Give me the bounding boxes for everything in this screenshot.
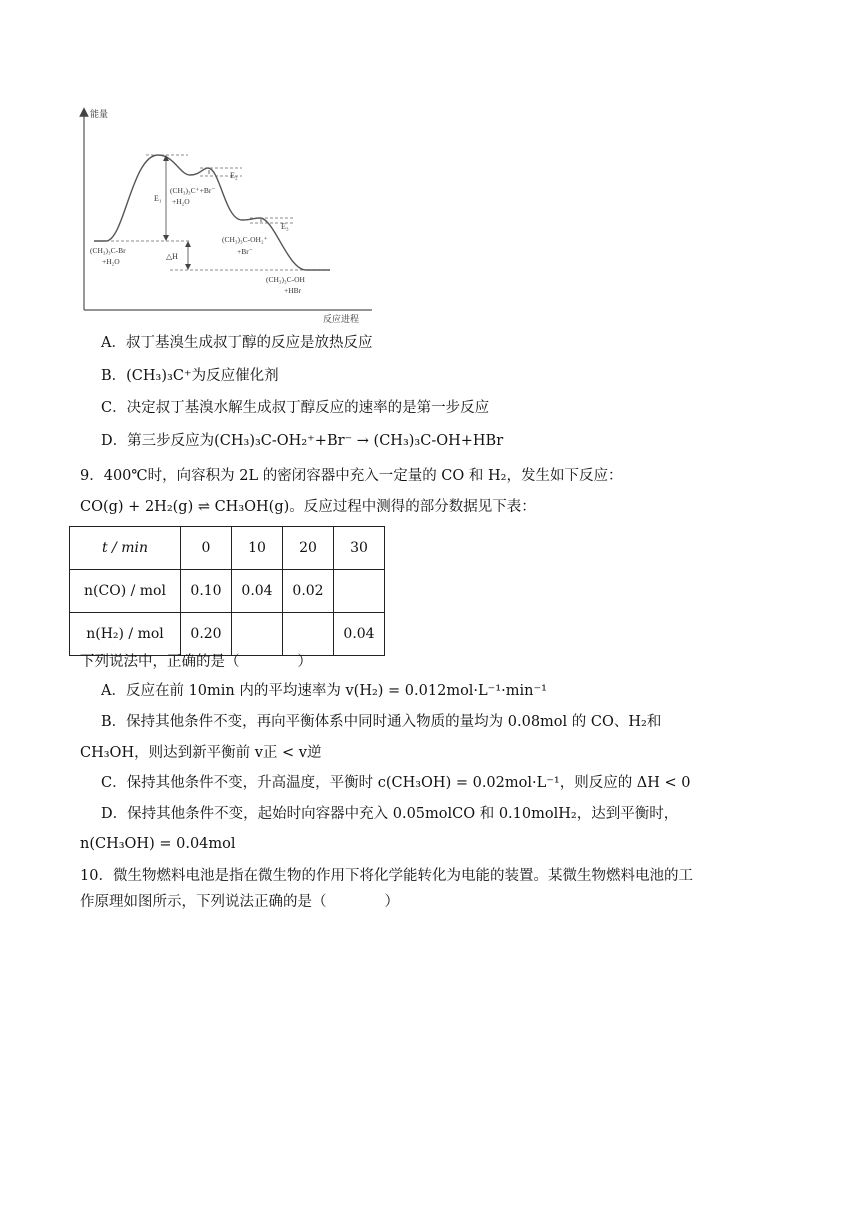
q9-prompt: 下列说法中，正确的是（ ） <box>80 654 312 670</box>
table-cell: 0.02 <box>283 570 334 613</box>
q9-stem-line2: CO(g) + 2H₂(g) ⇌ CH₃OH(g)。反应过程中测得的部分数据见下表： <box>80 499 536 515</box>
table-header-cell: 30 <box>334 527 385 570</box>
q9-option-b-cont: CH₃OH，则达到新平衡前 v正 < v逆 <box>80 745 322 761</box>
table-header-cell: 20 <box>283 527 334 570</box>
table-row <box>70 613 385 656</box>
product-label-2: +HBr <box>284 286 302 295</box>
table-cell: 0.10 <box>181 570 232 613</box>
e1-label: E₁ <box>154 194 162 203</box>
reactant-label: (CH₃)₃C-Br <box>90 246 126 255</box>
table-cell <box>334 570 385 613</box>
dh-label: △H <box>166 252 178 261</box>
table-row-label: n(CO) / mol <box>70 570 181 613</box>
q9-option-c: C．保持其他条件不变，升高温度，平衡时 c(CH₃OH) = 0.02mol·L⁻¹，则反应的 ΔH < 0 <box>101 775 691 791</box>
q8-option-d: D．第三步反应为(CH₃)₃C-OH₂⁺+Br⁻ → (CH₃)₃C-OH+HBr <box>101 433 504 449</box>
q8-option-a: A．叔丁基溴生成叔丁醇的反应是放热反应 <box>101 335 373 351</box>
int2-label-2: +Br⁻ <box>237 247 253 256</box>
table-cell: 0.20 <box>181 613 232 656</box>
y-axis-label: 能量 <box>90 109 109 119</box>
product-label: (CH₃)₃C-OH <box>266 275 305 284</box>
int1-label-2: +H₂O <box>172 197 190 206</box>
q9-option-a: A．反应在前 10min 内的平均速率为 v(H₂) = 0.012mol·L⁻¹·min⁻¹ <box>101 683 547 699</box>
e2-label: E₂ <box>230 171 238 180</box>
e3-label: E₃ <box>281 222 289 231</box>
table-header-cell: 0 <box>181 527 232 570</box>
table-cell: 0.04 <box>334 613 385 656</box>
table-header-cell: t / min <box>70 527 181 570</box>
q9-stem-line1: 9．400℃时，向容积为 2L 的密闭容器中充入一定量的 CO 和 H₂，发生如下反应： <box>80 468 623 484</box>
q9-option-b: B．保持其他条件不变，再向平衡体系中同时通入物质的量均为 0.08mol 的 CO、H₂和 <box>101 714 662 730</box>
table-header-row <box>70 527 385 570</box>
q9-option-d: D．保持其他条件不变，起始时向容器中充入 0.05molCO 和 0.10molH₂，达到平衡时， <box>101 806 679 822</box>
q8-option-c: C．决定叔丁基溴水解生成叔丁醇反应的速率的是第一步反应 <box>101 400 490 416</box>
energy-curve <box>94 155 330 270</box>
energy-diagram <box>70 100 380 325</box>
table-cell <box>232 613 283 656</box>
x-axis-label: 反应进程 <box>323 314 360 324</box>
q8-option-b: B．(CH₃)₃C⁺为反应催化剂 <box>101 368 279 384</box>
table-cell: 0.04 <box>232 570 283 613</box>
reactant-label-2: +H₂O <box>102 257 120 266</box>
q10-line2: 作原理如图所示，下列说法正确的是（ ） <box>80 894 399 910</box>
int1-label: (CH₃)₃C⁺+Br⁻ <box>170 186 216 195</box>
data-table <box>69 526 385 656</box>
q9-option-d-cont: n(CH₃OH) = 0.04mol <box>80 836 236 852</box>
table-cell <box>283 613 334 656</box>
q10-line1: 10．微生物燃料电池是指在微生物的作用下将化学能转化为电能的装置。某微生物燃料电池的工 <box>80 868 693 884</box>
int2-label: (CH₃)₃C-OH₂⁺ <box>222 235 268 244</box>
table-row-label: n(H₂) / mol <box>70 613 181 656</box>
table-header-cell: 10 <box>232 527 283 570</box>
table-row <box>70 570 385 613</box>
